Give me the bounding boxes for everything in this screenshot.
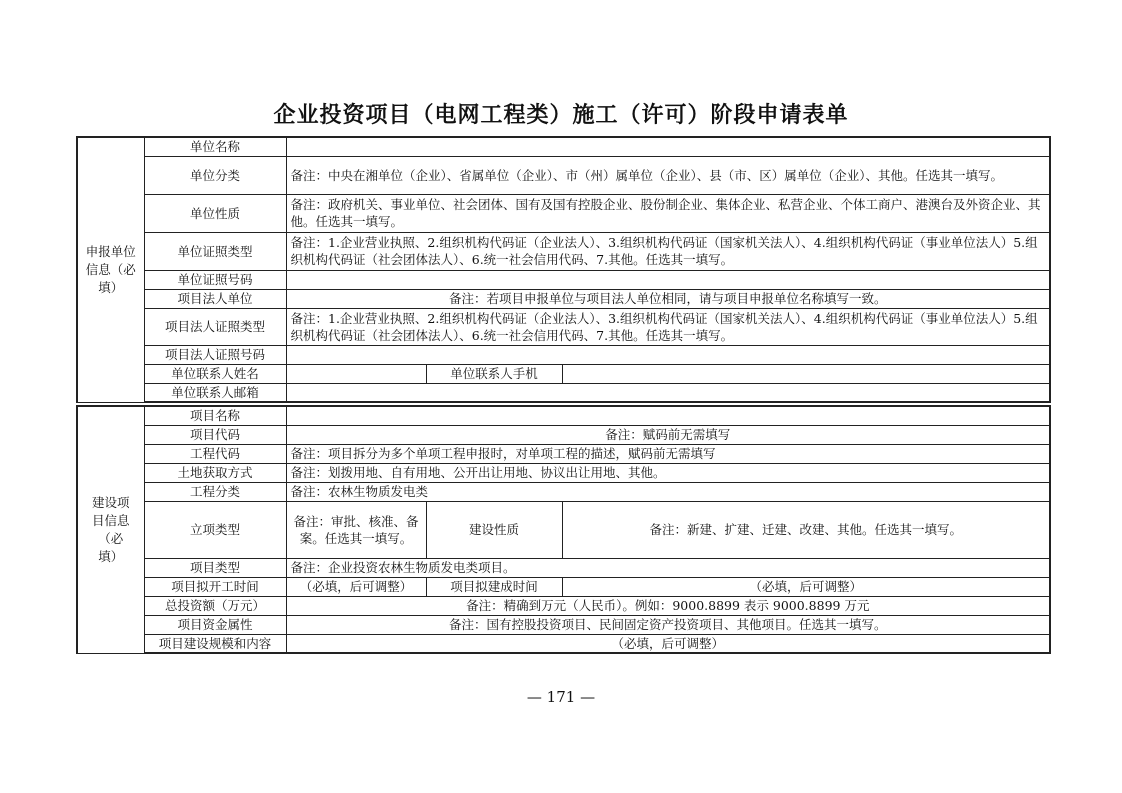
label-legal-cert-no: 项目法人证照号码 [144, 345, 286, 364]
label-end-time: 项目拟建成时间 [426, 577, 562, 596]
field-approval-type[interactable]: 备注：审批、核准、备案。任选其一填写。 [286, 501, 426, 558]
row-project-name [77, 406, 1050, 425]
label-fund-attr: 项目资金属性 [144, 615, 286, 634]
project-section-label: 建设项目信息（必填） [77, 406, 144, 653]
row-eng-code [77, 444, 1050, 463]
row-approval [77, 501, 1050, 558]
project-form-table [76, 405, 1051, 654]
field-proj-type[interactable]: 备注：企业投资农林生物质发电类项目。 [286, 558, 1050, 577]
field-investment[interactable]: 备注：精确到万元（人民币）。例如：9000.8899 表示 9000.8899 万元 [286, 596, 1050, 615]
field-legal-unit[interactable]: 备注：若项目申报单位与项目法人单位相同，请与项目申报单位名称填写一致。 [286, 289, 1050, 308]
field-end-time[interactable]: （必填，后可调整） [562, 577, 1050, 596]
label-contact-name: 单位联系人姓名 [144, 364, 286, 383]
label-eng-code: 工程代码 [144, 444, 286, 463]
label-scale: 项目建设规模和内容 [144, 634, 286, 653]
label-build-nature: 建设性质 [426, 501, 562, 558]
row-unit-cert-no [77, 270, 1050, 289]
label-unit-name: 单位名称 [144, 137, 286, 156]
field-unit-nature[interactable]: 备注：政府机关、事业单位、社会团体、国有及国有控股企业、股份制企业、集体企业、私营企业、个体工商户、港澳台及外资企业、其他。任选其一填写。 [286, 194, 1050, 232]
label-eng-category: 工程分类 [144, 482, 286, 501]
row-proj-type [77, 558, 1050, 577]
field-build-nature[interactable]: 备注：新建、扩建、迁建、改建、其他。任选其一填写。 [562, 501, 1050, 558]
row-contact-email [77, 383, 1050, 402]
field-project-code[interactable]: 备注：赋码前无需填写 [286, 425, 1050, 444]
row-times [77, 577, 1050, 596]
row-fund-attr [77, 615, 1050, 634]
label-unit-cert-no: 单位证照号码 [144, 270, 286, 289]
application-form-table [76, 136, 1051, 403]
field-scale[interactable]: （必填，后可调整） [286, 634, 1050, 653]
applicant-section-label: 申报单位信息（必填） [77, 137, 144, 402]
field-unit-category[interactable]: 备注：中央在湘单位（企业）、省属单位（企业）、市（州）属单位（企业）、县（市、区）属单位（企业）、其他。任选其一填写。 [286, 156, 1050, 194]
field-unit-cert-no[interactable] [286, 270, 1050, 289]
label-legal-cert-type: 项目法人证照类型 [144, 308, 286, 345]
row-land [77, 463, 1050, 482]
label-project-name: 项目名称 [144, 406, 286, 425]
field-eng-category[interactable]: 备注：农林生物质发电类 [286, 482, 1050, 501]
label-approval-type: 立项类型 [144, 501, 286, 558]
field-contact-email[interactable] [286, 383, 1050, 402]
row-scale [77, 634, 1050, 653]
form-title: 企业投资项目（电网工程类）施工（许可）阶段申请表单 [273, 102, 849, 128]
row-legal-cert-type [77, 308, 1050, 345]
label-land: 土地获取方式 [144, 463, 286, 482]
label-investment: 总投资额（万元） [144, 596, 286, 615]
field-contact-phone[interactable] [562, 364, 1050, 383]
field-unit-cert-type[interactable]: 备注：1.企业营业执照、2.组织机构代码证（企业法人）、3.组织机构代码证（国家机关法人）、4.组织机构代码证（事业单位法人）5.组织机构代码证（社会团体法人）、6.统一社会信用代码、7.其他。任选其一填写。 [286, 232, 1050, 270]
row-contact [77, 364, 1050, 383]
row-legal-cert-no [77, 345, 1050, 364]
row-unit-category [77, 156, 1050, 194]
row-eng-category [77, 482, 1050, 501]
label-contact-email: 单位联系人邮箱 [144, 383, 286, 402]
label-project-code: 项目代码 [144, 425, 286, 444]
field-start-time[interactable]: （必填，后可调整） [286, 577, 426, 596]
row-unit-name [77, 137, 1050, 156]
field-legal-cert-no[interactable] [286, 345, 1050, 364]
page-number: — 171 — [526, 688, 596, 706]
label-contact-phone: 单位联系人手机 [426, 364, 562, 383]
label-start-time: 项目拟开工时间 [144, 577, 286, 596]
row-legal-unit [77, 289, 1050, 308]
row-project-code [77, 425, 1050, 444]
field-unit-name[interactable] [286, 137, 1050, 156]
label-legal-unit: 项目法人单位 [144, 289, 286, 308]
row-unit-nature [77, 194, 1050, 232]
field-legal-cert-type[interactable]: 备注：1.企业营业执照、2.组织机构代码证（企业法人）、3.组织机构代码证（国家机关法人）、4.组织机构代码证（事业单位法人）5.组织机构代码证（社会团体法人）、6.统一社会信用代码、7.其他。任选其一填写。 [286, 308, 1050, 345]
field-land[interactable]: 备注：划拨用地、自有用地、公开出让用地、协议出让用地、其他。 [286, 463, 1050, 482]
field-contact-name[interactable] [286, 364, 426, 383]
row-unit-cert-type [77, 232, 1050, 270]
label-unit-nature: 单位性质 [144, 194, 286, 232]
label-unit-cert-type: 单位证照类型 [144, 232, 286, 270]
field-fund-attr[interactable]: 备注：国有控股投资项目、民间固定资产投资项目、其他项目。任选其一填写。 [286, 615, 1050, 634]
field-eng-code[interactable]: 备注：项目拆分为多个单项工程申报时，对单项工程的描述，赋码前无需填写 [286, 444, 1050, 463]
field-project-name[interactable] [286, 406, 1050, 425]
label-unit-category: 单位分类 [144, 156, 286, 194]
label-proj-type: 项目类型 [144, 558, 286, 577]
row-investment [77, 596, 1050, 615]
